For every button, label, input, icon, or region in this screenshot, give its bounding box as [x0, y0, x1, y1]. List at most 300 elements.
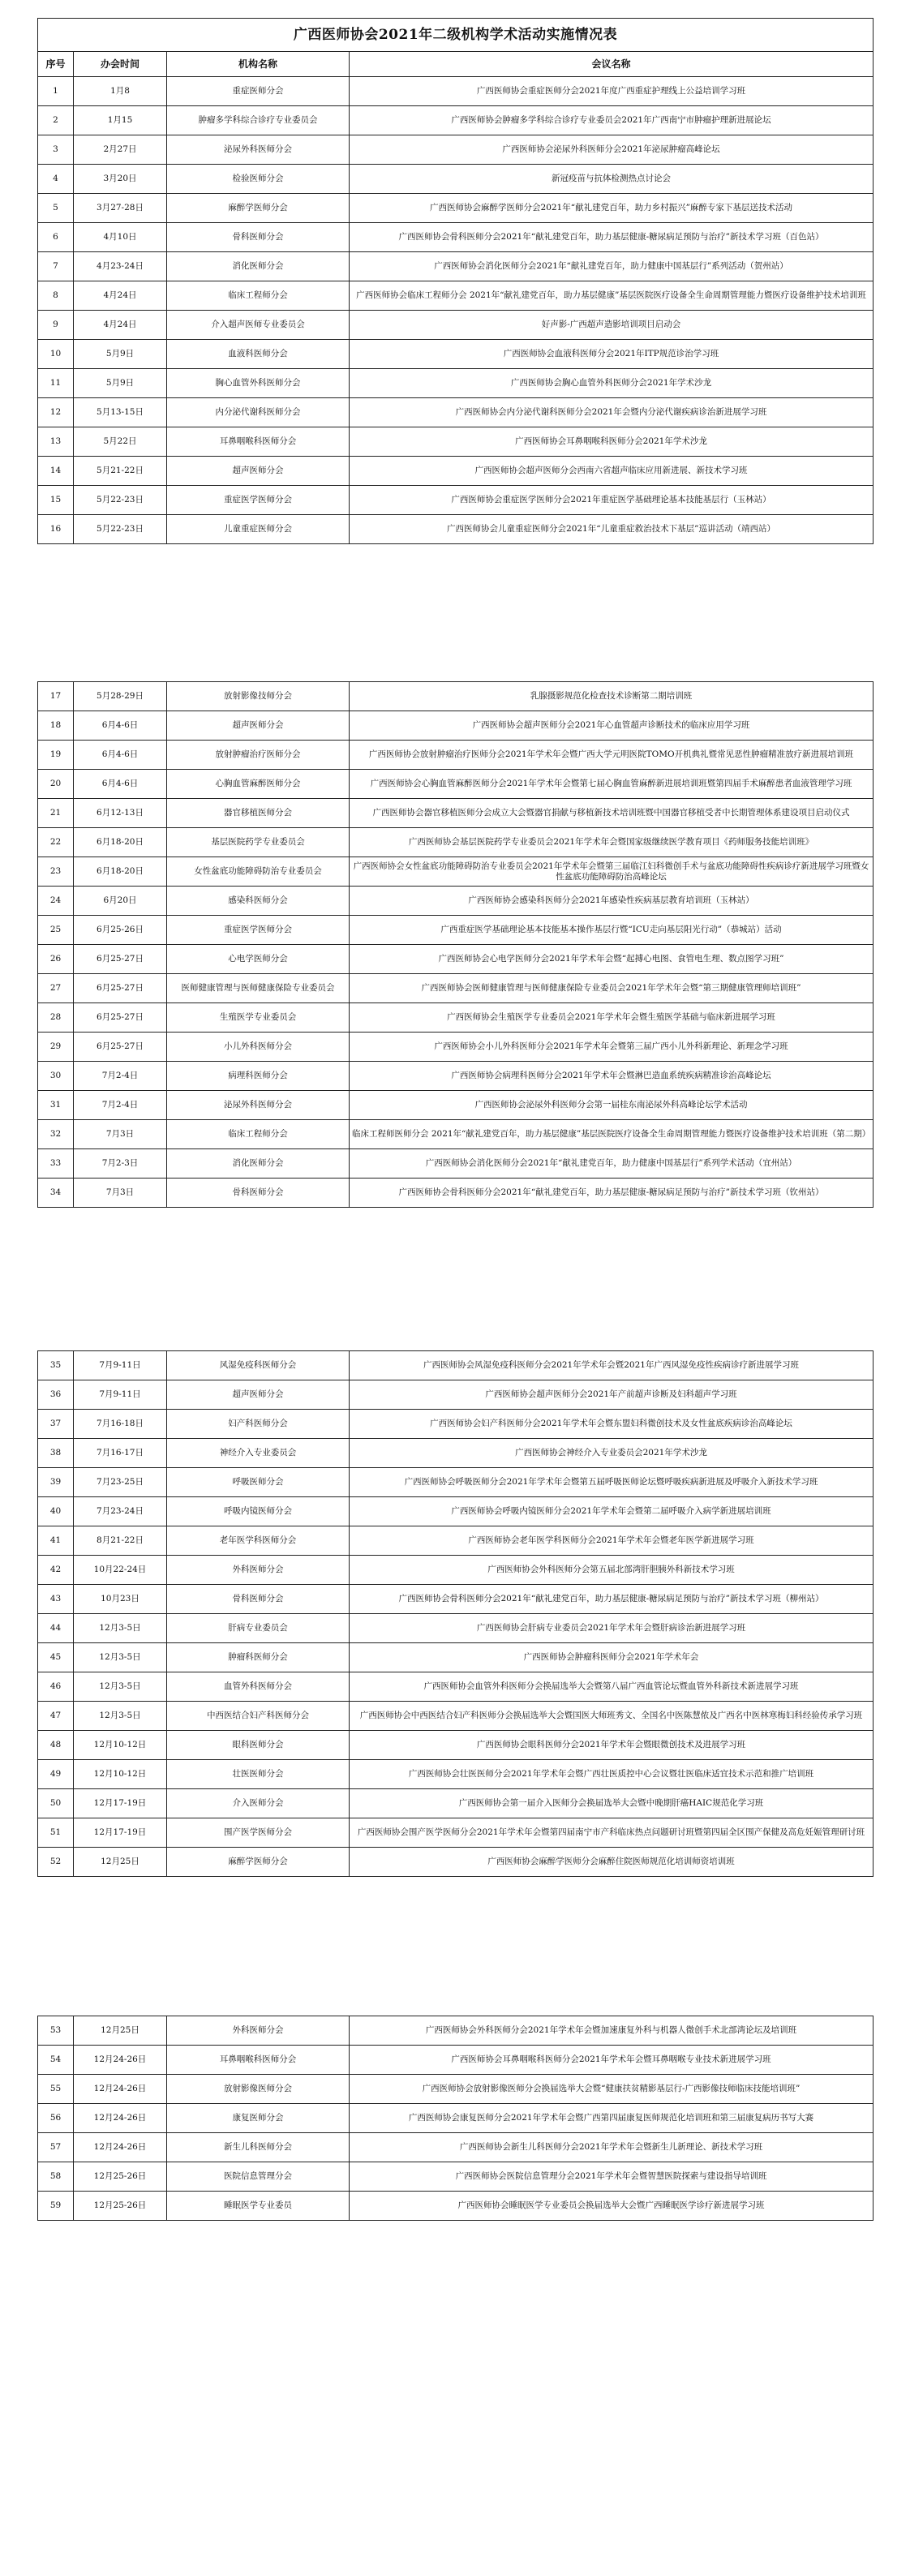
cell-no: 56	[38, 2104, 74, 2133]
table-body-4	[38, 2016, 874, 2221]
cell-date: 5月22-23日	[74, 486, 167, 515]
cell-date: 12月24-26日	[74, 2133, 167, 2162]
table-row	[38, 828, 874, 857]
cell-meeting: 广西医师协会呼吸医师分会2021年学术年会暨第五届呼吸医师论坛暨呼吸疾病新进展及呼吸介入新技术学习班	[350, 1468, 874, 1497]
cell-date: 12月24-26日	[74, 2046, 167, 2075]
cell-no: 30	[38, 1062, 74, 1091]
cell-org: 重症医学医师分会	[167, 486, 350, 515]
table-row	[38, 2133, 874, 2162]
cell-meeting: 广西医师协会放射影像医师分会换届选举大会暨“健康扶贫精影基层行-广西影像技师临床技能培训班”	[350, 2075, 874, 2104]
cell-org: 医院信息管理分会	[167, 2162, 350, 2192]
cell-org: 超声医师分会	[167, 457, 350, 486]
cell-no: 38	[38, 1439, 74, 1468]
table-row	[38, 281, 874, 311]
cell-date: 7月3日	[74, 1179, 167, 1208]
cell-org: 胸心血管外科医师分会	[167, 369, 350, 398]
cell-org: 眼科医师分会	[167, 1731, 350, 1760]
cell-meeting: 广西医师协会血液科医师分会2021年ITP规范诊治学习班	[350, 340, 874, 369]
cell-no: 14	[38, 457, 74, 486]
cell-date: 5月22-23日	[74, 515, 167, 544]
cell-no: 44	[38, 1614, 74, 1643]
cell-no: 25	[38, 916, 74, 945]
cell-no: 16	[38, 515, 74, 544]
cell-no: 11	[38, 369, 74, 398]
cell-meeting: 广西医师协会心电学医师分会2021年学术年会暨“起搏心电图、食管电生理、数点图学习班”	[350, 945, 874, 974]
cell-meeting: 广西重症医学基础理论基本技能基本操作基层行暨“ICU走向基层阳光行动”（恭城站）活动	[350, 916, 874, 945]
cell-no: 27	[38, 974, 74, 1003]
cell-org: 血管外科医师分会	[167, 1672, 350, 1702]
cell-date: 6月18-20日	[74, 857, 167, 887]
cell-org: 感染科医师分会	[167, 887, 350, 916]
cell-no: 50	[38, 1789, 74, 1818]
cell-org: 骨科医师分会	[167, 1585, 350, 1614]
table-row	[38, 369, 874, 398]
table-row	[38, 2016, 874, 2046]
cell-no: 1	[38, 77, 74, 106]
cell-date: 6月25-27日	[74, 1033, 167, 1062]
cell-org: 儿童重症医师分会	[167, 515, 350, 544]
cell-no: 20	[38, 770, 74, 799]
cell-org: 病理科医师分会	[167, 1062, 350, 1091]
cell-date: 12月17-19日	[74, 1789, 167, 1818]
cell-no: 51	[38, 1818, 74, 1848]
cell-date: 5月28-29日	[74, 682, 167, 711]
cell-org: 肿瘤科医师分会	[167, 1643, 350, 1672]
cell-org: 检验医师分会	[167, 165, 350, 194]
cell-org: 小儿外科医师分会	[167, 1033, 350, 1062]
cell-org: 骨科医师分会	[167, 1179, 350, 1208]
cell-date: 12月17-19日	[74, 1818, 167, 1848]
table-row	[38, 711, 874, 741]
cell-date: 6月18-20日	[74, 828, 167, 857]
cell-meeting: 广西医师协会儿童重症医师分会2021年“儿童重症救治技术下基层”巡讲活动（靖西站）	[350, 515, 874, 544]
table-row	[38, 1091, 874, 1120]
cell-date: 10月22-24日	[74, 1556, 167, 1585]
cell-meeting: 广西医师协会骨科医师分会2021年“献礼建党百年，助力基层健康-糖尿病足预防与治疗”新技术学习班（柳州站）	[350, 1585, 874, 1614]
table-row	[38, 77, 874, 106]
cell-date: 4月24日	[74, 281, 167, 311]
cell-org: 康复医师分会	[167, 2104, 350, 2133]
cell-date: 5月13-15日	[74, 398, 167, 427]
cell-meeting: 广西医师协会泌尿外科医师分会2021年泌尿肿瘤高峰论坛	[350, 135, 874, 165]
table-row	[38, 2075, 874, 2104]
table-row	[38, 106, 874, 135]
cell-no: 59	[38, 2192, 74, 2221]
cell-org: 泌尿外科医师分会	[167, 1091, 350, 1120]
cell-no: 35	[38, 1351, 74, 1380]
cell-no: 6	[38, 223, 74, 252]
cell-org: 女性盆底功能障碍防治专业委员会	[167, 857, 350, 887]
table-row	[38, 741, 874, 770]
cell-date: 7月16-18日	[74, 1410, 167, 1439]
cell-meeting: 广西医师协会小儿外科医师分会2021年学术年会暨第三届广西小儿外科新理论、新理念学习班	[350, 1033, 874, 1062]
cell-date: 12月3-5日	[74, 1672, 167, 1702]
cell-no: 19	[38, 741, 74, 770]
cell-meeting: 广西医师协会妇产科医师分会2021年学术年会暨东盟妇科微创技术及女性盆底疾病诊治高峰论坛	[350, 1410, 874, 1439]
cell-date: 7月2-3日	[74, 1149, 167, 1179]
cell-no: 10	[38, 340, 74, 369]
table-row	[38, 1179, 874, 1208]
table-row	[38, 1062, 874, 1091]
cell-meeting: 广西医师协会泌尿外科医师分会第一届桂东南泌尿外科高峰论坛学术活动	[350, 1091, 874, 1120]
header-date: 办会时间	[74, 52, 167, 77]
cell-org: 围产医学医师分会	[167, 1818, 350, 1848]
table-row	[38, 486, 874, 515]
cell-date: 1月8	[74, 77, 167, 106]
cell-date: 6月25-27日	[74, 974, 167, 1003]
cell-date: 5月22日	[74, 427, 167, 457]
cell-no: 15	[38, 486, 74, 515]
cell-no: 28	[38, 1003, 74, 1033]
table-row	[38, 1731, 874, 1760]
activity-table-2	[37, 681, 874, 1208]
cell-meeting: 广西医师协会生殖医学专业委员会2021年学术年会暨生殖医学基础与临床新进展学习班	[350, 1003, 874, 1033]
cell-date: 7月9-11日	[74, 1351, 167, 1380]
cell-org: 睡眠医学专业委员	[167, 2192, 350, 2221]
activity-table-3	[37, 1350, 874, 1877]
cell-date: 12月25日	[74, 2016, 167, 2046]
table-row	[38, 515, 874, 544]
cell-date: 6月4-6日	[74, 770, 167, 799]
table-row	[38, 945, 874, 974]
table-row	[38, 1702, 874, 1731]
cell-no: 18	[38, 711, 74, 741]
cell-date: 6月20日	[74, 887, 167, 916]
table-row	[38, 1526, 874, 1556]
cell-org: 外科医师分会	[167, 1556, 350, 1585]
cell-org: 重症医师分会	[167, 77, 350, 106]
cell-no: 42	[38, 1556, 74, 1585]
table-row	[38, 194, 874, 223]
cell-no: 45	[38, 1643, 74, 1672]
cell-date: 4月10日	[74, 223, 167, 252]
cell-no: 37	[38, 1410, 74, 1439]
cell-date: 6月25-27日	[74, 945, 167, 974]
table-row	[38, 799, 874, 828]
table-body-3	[38, 1351, 874, 1877]
cell-meeting: 广西医师协会壮医医师分会2021年学术年会暨广西壮医质控中心会议暨壮医临床适宜技术示范和推广培训班	[350, 1760, 874, 1789]
cell-meeting: 广西医师协会睡眠医学专业委员会换届选举大会暨广西睡眠医学诊疗新进展学习班	[350, 2192, 874, 2221]
cell-meeting: 广西医师协会基层医院药学专业委员会2021年学术年会暨国家级继续医学教育项目《药师服务技能培训班》	[350, 828, 874, 857]
cell-date: 5月21-22日	[74, 457, 167, 486]
cell-no: 2	[38, 106, 74, 135]
cell-date: 1月15	[74, 106, 167, 135]
cell-meeting: 广西医师协会麻醉学医师分会麻醉住院医师规范化培训师资培训班	[350, 1848, 874, 1877]
cell-date: 5月9日	[74, 369, 167, 398]
table-row	[38, 457, 874, 486]
table-row	[38, 682, 874, 711]
cell-meeting: 广西医师协会老年医学科医师分会2021年学术年会暨老年医学新进展学习班	[350, 1526, 874, 1556]
cell-date: 6月25-26日	[74, 916, 167, 945]
cell-meeting: 广西医师协会外科医师分会2021年学术年会暨加速康复外科与机器人微创手术北部湾论坛及培训班	[350, 2016, 874, 2046]
cell-meeting: 广西医师协会麻醉学医师分会2021年“献礼建党百年，助力乡村振兴”麻醉专家下基层送技术活动	[350, 194, 874, 223]
table-row	[38, 2162, 874, 2192]
cell-meeting: 广西医师协会内分泌代谢科医师分会2021年会暨内分泌代谢疾病诊治新进展学习班	[350, 398, 874, 427]
cell-meeting: 广西医师协会感染科医师分会2021年感染性疾病基层教育培训班（玉林站）	[350, 887, 874, 916]
cell-date: 2月27日	[74, 135, 167, 165]
table-body-1	[38, 77, 874, 544]
cell-meeting: 广西医师协会外科医师分会第五届北部湾肝胆胰外科新技术学习班	[350, 1556, 874, 1585]
cell-no: 13	[38, 427, 74, 457]
cell-meeting: 广西医师协会中西医结合妇产科医师分会换届选举大会暨国医大师班秀文、全国名中医陈慧侬及广西名中医林寒梅妇科经验传承学习班	[350, 1702, 874, 1731]
cell-date: 12月25-26日	[74, 2192, 167, 2221]
cell-no: 46	[38, 1672, 74, 1702]
cell-org: 神经介入专业委员会	[167, 1439, 350, 1468]
table-row	[38, 1380, 874, 1410]
table-row	[38, 857, 874, 887]
cell-date: 8月21-22日	[74, 1526, 167, 1556]
cell-no: 5	[38, 194, 74, 223]
table-row	[38, 1585, 874, 1614]
table-row	[38, 1468, 874, 1497]
cell-meeting: 广西医师协会围产医学医师分会2021年学术年会暨第四届南宁市产科临床热点问题研讨班暨第四届全区围产保健及高危妊娠管理研讨班	[350, 1818, 874, 1848]
header-no: 序号	[38, 52, 74, 77]
cell-no: 58	[38, 2162, 74, 2192]
cell-no: 48	[38, 1731, 74, 1760]
cell-date: 12月25-26日	[74, 2162, 167, 2192]
table-row	[38, 1614, 874, 1643]
header-org: 机构名称	[167, 52, 350, 77]
table-row	[38, 1848, 874, 1877]
table-row	[38, 1120, 874, 1149]
table-row	[38, 2192, 874, 2221]
cell-date: 7月2-4日	[74, 1062, 167, 1091]
table-section-1	[37, 18, 873, 544]
cell-meeting: 广西医师协会放射肿瘤治疗医师分会2021年学术年会暨广西大学元明医院TOMO开机典礼暨常见恶性肿瘤精准放疗新进展培训班	[350, 741, 874, 770]
cell-date: 3月20日	[74, 165, 167, 194]
cell-org: 风湿免疫科医师分会	[167, 1351, 350, 1380]
table-row	[38, 770, 874, 799]
cell-org: 呼吸医师分会	[167, 1468, 350, 1497]
cell-no: 41	[38, 1526, 74, 1556]
cell-date: 7月23-25日	[74, 1468, 167, 1497]
cell-no: 29	[38, 1033, 74, 1062]
cell-date: 7月2-4日	[74, 1091, 167, 1120]
table-section-4	[37, 2016, 873, 2221]
cell-org: 心电学医师分会	[167, 945, 350, 974]
table-row	[38, 1033, 874, 1062]
cell-date: 10月23日	[74, 1585, 167, 1614]
cell-no: 36	[38, 1380, 74, 1410]
cell-org: 新生儿科医师分会	[167, 2133, 350, 2162]
table-row	[38, 340, 874, 369]
cell-meeting: 广西医师协会骨科医师分会2021年“献礼建党百年，助力基层健康-糖尿病足预防与治疗”新技术学习班（钦州站）	[350, 1179, 874, 1208]
table-row	[38, 1497, 874, 1526]
cell-meeting: 广西医师协会重症医师分会2021年度广西重症护理线上公益培训学习班	[350, 77, 874, 106]
table-row	[38, 427, 874, 457]
cell-no: 52	[38, 1848, 74, 1877]
cell-org: 消化医师分会	[167, 252, 350, 281]
cell-org: 重症医学医师分会	[167, 916, 350, 945]
cell-org: 心胸血管麻醉医师分会	[167, 770, 350, 799]
table-row	[38, 2046, 874, 2075]
cell-meeting: 广西医师协会第一届介入医师分会换届选举大会暨中晚期肝癌HAIC规范化学习班	[350, 1789, 874, 1818]
cell-org: 生殖医学专业委员会	[167, 1003, 350, 1033]
cell-meeting: 广西医师协会心胸血管麻醉医师分会2021年学术年会暨第七届心胸血管麻醉新进展培训班暨第四届手术麻醉患者血液管理学习班	[350, 770, 874, 799]
cell-meeting: 新冠疫苗与抗体检测热点讨论会	[350, 165, 874, 194]
cell-no: 22	[38, 828, 74, 857]
cell-meeting: 好声影-广西超声造影培训项目启动会	[350, 311, 874, 340]
cell-org: 介入医师分会	[167, 1789, 350, 1818]
cell-no: 53	[38, 2016, 74, 2046]
cell-meeting: 广西医师协会耳鼻咽喉科医师分会2021年学术年会暨耳鼻咽喉专业技术新进展学习班	[350, 2046, 874, 2075]
table-row	[38, 165, 874, 194]
cell-no: 54	[38, 2046, 74, 2075]
cell-no: 34	[38, 1179, 74, 1208]
cell-org: 内分泌代谢科医师分会	[167, 398, 350, 427]
cell-no: 9	[38, 311, 74, 340]
cell-meeting: 广西医师协会病理科医师分会2021年学术年会暨淋巴造血系统疾病精准诊治高峰论坛	[350, 1062, 874, 1091]
cell-date: 4月24日	[74, 311, 167, 340]
cell-meeting: 广西医师协会重症医学医师分会2021年重症医学基础理论基本技能基层行（玉林站）	[350, 486, 874, 515]
cell-org: 消化医师分会	[167, 1149, 350, 1179]
cell-date: 7月3日	[74, 1120, 167, 1149]
cell-date: 12月10-12日	[74, 1760, 167, 1789]
table-row	[38, 1439, 874, 1468]
cell-date: 7月16-17日	[74, 1439, 167, 1468]
cell-org: 耳鼻咽喉科医师分会	[167, 2046, 350, 2075]
cell-org: 外科医师分会	[167, 2016, 350, 2046]
cell-meeting: 广西医师协会血管外科医师分会换届选举大会暨第八届广西血管论坛暨血管外科新技术新进展学习班	[350, 1672, 874, 1702]
cell-org: 放射肿瘤治疗医师分会	[167, 741, 350, 770]
cell-meeting: 广西医师协会消化医师分会2021年“献礼建党百年，助力健康中国基层行”系列活动（贺州站）	[350, 252, 874, 281]
cell-meeting: 广西医师协会消化医师分会2021年“献礼建党百年，助力健康中国基层行”系列学术活动（宜州站）	[350, 1149, 874, 1179]
cell-no: 31	[38, 1091, 74, 1120]
cell-date: 3月27-28日	[74, 194, 167, 223]
cell-org: 放射影像医师分会	[167, 2075, 350, 2104]
cell-date: 7月23-24日	[74, 1497, 167, 1526]
table-row	[38, 252, 874, 281]
cell-meeting: 广西医师协会超声医师分会西南六省超声临床应用新进展、新技术学习班	[350, 457, 874, 486]
table-row	[38, 1643, 874, 1672]
document-title: 广西医师协会2021年二级机构学术活动实施情况表	[38, 19, 874, 52]
cell-no: 23	[38, 857, 74, 887]
table-row	[38, 1760, 874, 1789]
cell-meeting: 广西医师协会眼科医师分会2021年学术年会暨眼微创技术及进展学习班	[350, 1731, 874, 1760]
cell-meeting: 广西医师协会器官移植医师分会成立大会暨器官捐献与移植新技术培训班暨中国器官移植受者中长期管理体系建设项目启动仪式	[350, 799, 874, 828]
cell-no: 26	[38, 945, 74, 974]
cell-org: 麻醉学医师分会	[167, 194, 350, 223]
cell-date: 5月9日	[74, 340, 167, 369]
cell-date: 12月3-5日	[74, 1702, 167, 1731]
cell-no: 47	[38, 1702, 74, 1731]
cell-no: 7	[38, 252, 74, 281]
cell-no: 8	[38, 281, 74, 311]
cell-date: 6月25-27日	[74, 1003, 167, 1033]
cell-meeting: 广西医师协会呼吸内镜医师分会2021年学术年会暨第二届呼吸介入病学新进展培训班	[350, 1497, 874, 1526]
cell-org: 肝病专业委员会	[167, 1614, 350, 1643]
activity-table-1	[37, 18, 874, 544]
cell-org: 医师健康管理与医师健康保险专业委员会	[167, 974, 350, 1003]
cell-no: 12	[38, 398, 74, 427]
cell-date: 4月23-24日	[74, 252, 167, 281]
cell-meeting: 广西医师协会风湿免疫科医师分会2021年学术年会暨2021年广西风湿免疫性疾病诊疗新进展学习班	[350, 1351, 874, 1380]
cell-org: 器官移植医师分会	[167, 799, 350, 828]
cell-meeting: 广西医师协会骨科医师分会2021年“献礼建党百年，助力基层健康-糖尿病足预防与治疗”新技术学习班（百色站）	[350, 223, 874, 252]
table-row	[38, 1789, 874, 1818]
cell-meeting: 广西医师协会临床工程师分会 2021年“献礼建党百年，助力基层健康”基层医院医疗设备全生命周期管理能力暨医疗设备维护技术培训班	[350, 281, 874, 311]
cell-meeting: 乳腺摄影规范化检查技术诊断第二期培训班	[350, 682, 874, 711]
table-row	[38, 223, 874, 252]
cell-org: 基层医院药学专业委员会	[167, 828, 350, 857]
cell-meeting: 广西医师协会医院信息管理分会2021年学术年会暨智慧医院探索与建设指导培训班	[350, 2162, 874, 2192]
cell-date: 12月10-12日	[74, 1731, 167, 1760]
cell-no: 55	[38, 2075, 74, 2104]
table-row	[38, 1672, 874, 1702]
table-row	[38, 887, 874, 916]
cell-no: 40	[38, 1497, 74, 1526]
table-row	[38, 916, 874, 945]
cell-no: 39	[38, 1468, 74, 1497]
cell-org: 放射影像技师分会	[167, 682, 350, 711]
cell-meeting: 广西医师协会肿瘤多学科综合诊疗专业委员会2021年广西南宁市肿瘤护理新进展论坛	[350, 106, 874, 135]
cell-no: 17	[38, 682, 74, 711]
cell-date: 12月24-26日	[74, 2104, 167, 2133]
table-row	[38, 1003, 874, 1033]
cell-org: 超声医师分会	[167, 711, 350, 741]
table-body-2	[38, 682, 874, 1208]
cell-meeting: 广西医师协会肝病专业委员会2021年学术年会暨肝病诊治新进展学习班	[350, 1614, 874, 1643]
cell-date: 6月4-6日	[74, 711, 167, 741]
table-section-3	[37, 1350, 873, 1877]
cell-org: 呼吸内镜医师分会	[167, 1497, 350, 1526]
cell-date: 6月12-13日	[74, 799, 167, 828]
cell-org: 临床工程师分会	[167, 1120, 350, 1149]
cell-date: 12月3-5日	[74, 1643, 167, 1672]
cell-org: 肿瘤多学科综合诊疗专业委员会	[167, 106, 350, 135]
cell-meeting: 广西医师协会胸心血管外科医师分会2021年学术沙龙	[350, 369, 874, 398]
cell-no: 4	[38, 165, 74, 194]
cell-no: 57	[38, 2133, 74, 2162]
cell-meeting: 广西医师协会超声医师分会2021年产前超声诊断及妇科超声学习班	[350, 1380, 874, 1410]
cell-date: 7月9-11日	[74, 1380, 167, 1410]
table-row	[38, 2104, 874, 2133]
cell-no: 21	[38, 799, 74, 828]
cell-org: 泌尿外科医师分会	[167, 135, 350, 165]
cell-org: 临床工程师分会	[167, 281, 350, 311]
cell-org: 超声医师分会	[167, 1380, 350, 1410]
cell-meeting: 广西医师协会肿瘤科医师分会2021年学术年会	[350, 1643, 874, 1672]
cell-date: 12月24-26日	[74, 2075, 167, 2104]
table-row	[38, 311, 874, 340]
cell-meeting: 广西医师协会超声医师分会2021年心血管超声诊断技术的临床应用学习班	[350, 711, 874, 741]
cell-meeting: 广西医师协会医师健康管理与医师健康保险专业委员会2021年学术年会暨“第三期健康管理师培训班”	[350, 974, 874, 1003]
cell-date: 6月4-6日	[74, 741, 167, 770]
table-row	[38, 1410, 874, 1439]
cell-meeting: 广西医师协会新生儿科医师分会2021年学术年会暨新生儿新理论、新技术学习班	[350, 2133, 874, 2162]
table-row	[38, 398, 874, 427]
cell-meeting: 临床工程师医师分会 2021年“献礼建党百年，助力基层健康”基层医院医疗设备全生命周期管理能力暨医疗设备维护技术培训班（第二期）	[350, 1120, 874, 1149]
cell-no: 32	[38, 1120, 74, 1149]
table-row	[38, 135, 874, 165]
cell-date: 12月25日	[74, 1848, 167, 1877]
cell-org: 介入超声医师专业委员会	[167, 311, 350, 340]
cell-no: 49	[38, 1760, 74, 1789]
cell-org: 骨科医师分会	[167, 223, 350, 252]
cell-org: 中西医结合妇产科医师分会	[167, 1702, 350, 1731]
header-meeting: 会议名称	[350, 52, 874, 77]
cell-no: 3	[38, 135, 74, 165]
activity-table-4	[37, 2016, 874, 2221]
cell-org: 壮医医师分会	[167, 1760, 350, 1789]
table-row	[38, 1149, 874, 1179]
table-row	[38, 1818, 874, 1848]
table-row	[38, 1556, 874, 1585]
cell-meeting: 广西医师协会神经介入专业委员会2021年学术沙龙	[350, 1439, 874, 1468]
cell-no: 24	[38, 887, 74, 916]
table-row	[38, 1351, 874, 1380]
cell-org: 血液科医师分会	[167, 340, 350, 369]
